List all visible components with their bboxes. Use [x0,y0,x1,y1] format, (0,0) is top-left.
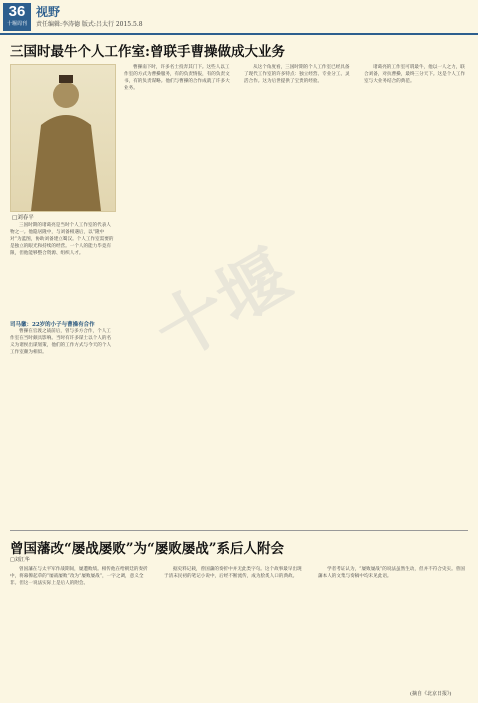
watermark: 十堰 [141,234,304,376]
article2-para-col1: 曾国藩在与太平军作战期间，屡遭败绩。相传他在给朝廷的奏折中，将幕僚起草的“屡战屡败”改为“屡败屡战”，一字之调，意义全非。但这一说法实际上是后人的附会。 [10,567,148,586]
article1-portrait [10,64,116,212]
article1-col1 [10,222,114,318]
header-rule [0,33,478,35]
article2-para-col3: 学者考证认为，“屡败屡战”的说法虽然生动，但并不符合史实。曾国藩本人的文集与奏稿中均未见此语。 [318,567,465,579]
article1-col1b [10,328,114,528]
article1-caption: □刘春平 [12,215,34,221]
article1-title: 三国时最牛个人工作室:曾联手曹操做成大业务 [10,44,285,60]
article-separator [10,530,468,531]
article2-title: 曾国藩改“屡战屡败”为“屡败屡战”系后人附会 [10,541,285,557]
article1-col2 [124,64,234,526]
page-header [0,0,478,34]
section-code: 十堰周刊 [6,21,27,27]
article1-para-col3: 从这个角度看，三国时期的个人工作室已经具备了现代工作室的许多特点：独立经营、专业分工、灵活合作。这为后世提供了宝贵的经验。 [244,65,350,84]
article2-col2 [164,566,304,696]
article1-para-col1: 三国时期的诸葛亮是当时个人工作室的代表人物之一。他隐居隆中，与刘备相遇后，以“隆中对”为蓝图，协助刘备建立蜀汉。个人工作室需要的是独立的眼光和持续的经营。一个人的能力毕竟有限，但他能够整合资源、组织人才。 [10,223,114,256]
page-number: 36 [8,3,26,20]
article1-col3 [244,64,354,526]
article2-col3 [318,566,468,688]
article1-para-col4: 诸葛亮的工作室可谓最牛，他以一人之力，联合刘备，对抗曹操，最终三分天下。这是个人工作室与大业务结合的典范。 [364,65,466,84]
article2-source: (摘自《北京日报》) [410,691,452,697]
article1-para-col2: 曹操南下时，许多名士投奔其门下。这些人以工作室的方式为曹操服务，有的负责情报，有的负责文书，有的负责谋略。他们与曹操的合作成就了许多大业务。 [124,65,230,91]
article2-para-col2: 据史料记载，曾国藩的奏折中并无此类字句。这个故事最早出现于清末民初的笔记小说中，后经不断流传，成为脍炙人口的典故。 [164,567,302,579]
editor-line: 责任编辑:李涛德 版式:吕太行 2015.5.8 [36,21,143,28]
article2-byline: □刘江华 [10,557,30,563]
article1-para-col1b: 曹操在官渡之战前后，曾与多方合作，个人工作室在当时颇具影响。当时有许多谋士以个人的名义为诸侯出谋划策，他们的工作方式与今天的个人工作室颇为相似。 [10,329,112,355]
article2-col1 [10,566,150,696]
column-name: 视野 [36,5,61,19]
article1-subheading: 司马徽：22岁的小子与曹操有合作 [10,322,95,328]
page-number-badge [3,3,31,31]
article1-col4 [364,64,468,526]
